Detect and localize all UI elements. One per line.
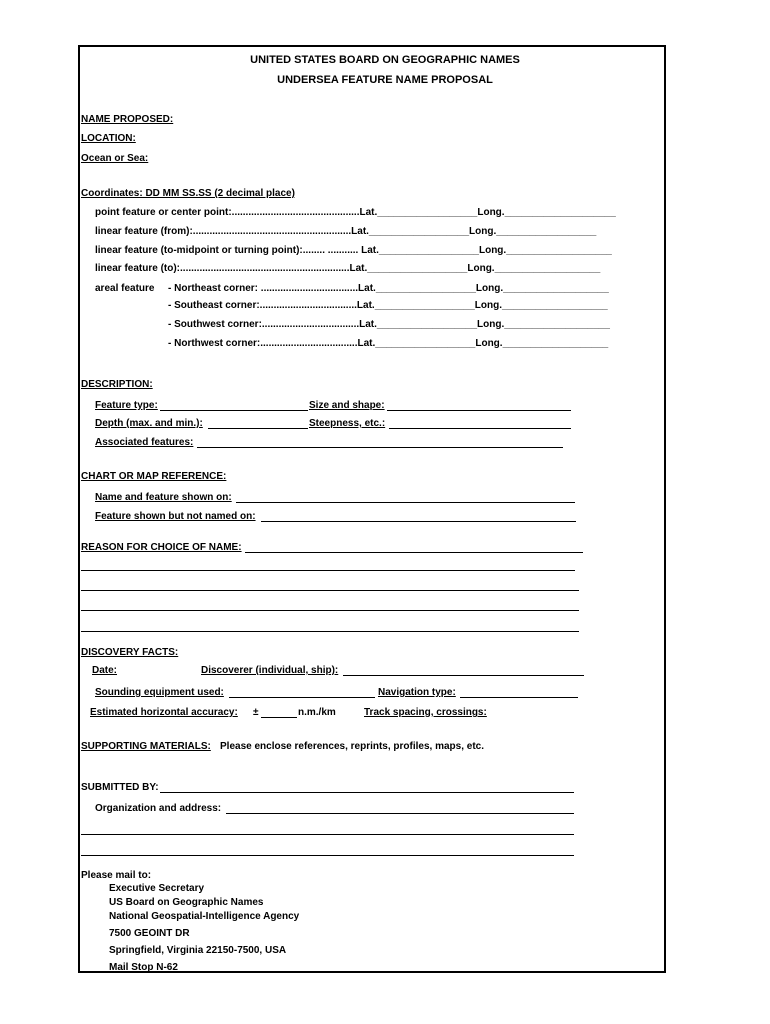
associated-features-label: Associated features: <box>95 437 194 448</box>
navigation-line <box>460 697 578 698</box>
feature-type-line <box>160 410 308 411</box>
depth-line <box>208 428 308 429</box>
name-shown-line <box>236 502 575 503</box>
southeast-corner-row: - Southeast corner:...................................Lat.__________________Long.___________________ <box>168 300 608 311</box>
name-shown-label: Name and feature shown on: <box>95 492 232 503</box>
organization-label: Organization and address: <box>95 803 222 814</box>
track-spacing-label: Track spacing, crossings: <box>364 707 487 718</box>
reason-line-1 <box>245 552 583 553</box>
address-line-1 <box>81 834 574 835</box>
linear-to-row: linear feature (to):.............................................................Lat.__________________Long.___________________ <box>95 263 601 274</box>
discoverer-line <box>343 675 584 676</box>
steepness-line <box>389 428 571 429</box>
discovery-heading: DISCOVERY FACTS: <box>81 647 179 658</box>
form-title: UNITED STATES BOARD ON GEOGRAPHIC NAMES <box>250 54 520 66</box>
reason-line-5 <box>81 631 579 632</box>
date-label: Date: <box>92 665 118 676</box>
sounding-label: Sounding equipment used: <box>95 687 224 698</box>
supporting-heading: SUPPORTING MATERIALS: <box>81 741 211 752</box>
name-proposed-label: NAME PROPOSED: <box>81 114 174 125</box>
not-named-line <box>261 521 576 522</box>
linear-midpoint-row: linear feature (to-midpoint or turning point):........ ........... Lat.__________________Long.___________________ <box>95 245 612 256</box>
areal-feature-label: areal feature <box>95 283 155 294</box>
plus-minus-sign: ± <box>253 707 259 718</box>
size-shape-line <box>387 410 571 411</box>
northwest-corner-row: - Northwest corner:...................................Lat.__________________Long.___________________ <box>168 338 609 349</box>
linear-from-row: linear feature (from):.........................................................Lat.__________________Long.__________________ <box>95 226 597 237</box>
reason-line-2 <box>81 570 575 571</box>
accuracy-unit: n.m./km <box>298 707 336 718</box>
steepness-label: Steepness, etc.: <box>309 418 386 429</box>
organization-line <box>226 813 574 814</box>
description-heading: DESCRIPTION: <box>81 379 153 390</box>
reason-line-3 <box>81 590 579 591</box>
ocean-or-sea-label: Ocean or Sea: <box>81 153 149 164</box>
supporting-text: Please enclose references, reprints, profiles, maps, etc. <box>220 741 485 752</box>
southwest-corner-row: - Southwest corner:...................................Lat.__________________Long.___________________ <box>168 319 610 330</box>
associated-features-line <box>197 447 563 448</box>
northeast-corner-row: - Northeast corner: ...................................Lat.__________________Long.___________________ <box>168 283 609 294</box>
location-label: LOCATION: <box>81 133 136 144</box>
mail-line-5: Springfield, Virginia 22150-7500, USA <box>109 945 287 956</box>
sounding-line <box>229 697 375 698</box>
mail-heading: Please mail to: <box>81 870 152 881</box>
submitted-by-line <box>160 792 574 793</box>
size-shape-label: Size and shape: <box>309 400 385 411</box>
mail-line-2: US Board on Geographic Names <box>109 897 264 908</box>
accuracy-label: Estimated horizontal accuracy: <box>90 707 238 718</box>
address-line-2 <box>81 855 574 856</box>
submitted-by-label: SUBMITTED BY: <box>81 782 159 793</box>
coordinates-heading: Coordinates: DD MM SS.SS (2 decimal place) <box>81 188 295 199</box>
point-feature-row: point feature or center point:..............................................Lat.__________________Long.____________________ <box>95 207 616 218</box>
navigation-label: Navigation type: <box>378 687 456 698</box>
mail-line-1: Executive Secretary <box>109 883 205 894</box>
mail-line-4: 7500 GEOINT DR <box>109 928 190 939</box>
reason-heading: REASON FOR CHOICE OF NAME: <box>81 542 242 553</box>
mail-line-6: Mail Stop N-62 <box>109 962 178 973</box>
form-subtitle: UNDERSEA FEATURE NAME PROPOSAL <box>277 74 493 86</box>
accuracy-line <box>261 717 297 718</box>
discoverer-label: Discoverer (individual, ship): <box>201 665 339 676</box>
reason-line-4 <box>81 610 579 611</box>
mail-line-3: National Geospatial-Intelligence Agency <box>109 911 300 922</box>
not-named-label: Feature shown but not named on: <box>95 511 256 522</box>
depth-label: Depth (max. and min.): <box>95 418 203 429</box>
chart-reference-heading: CHART OR MAP REFERENCE: <box>81 471 227 482</box>
feature-type-label: Feature type: <box>95 400 158 411</box>
